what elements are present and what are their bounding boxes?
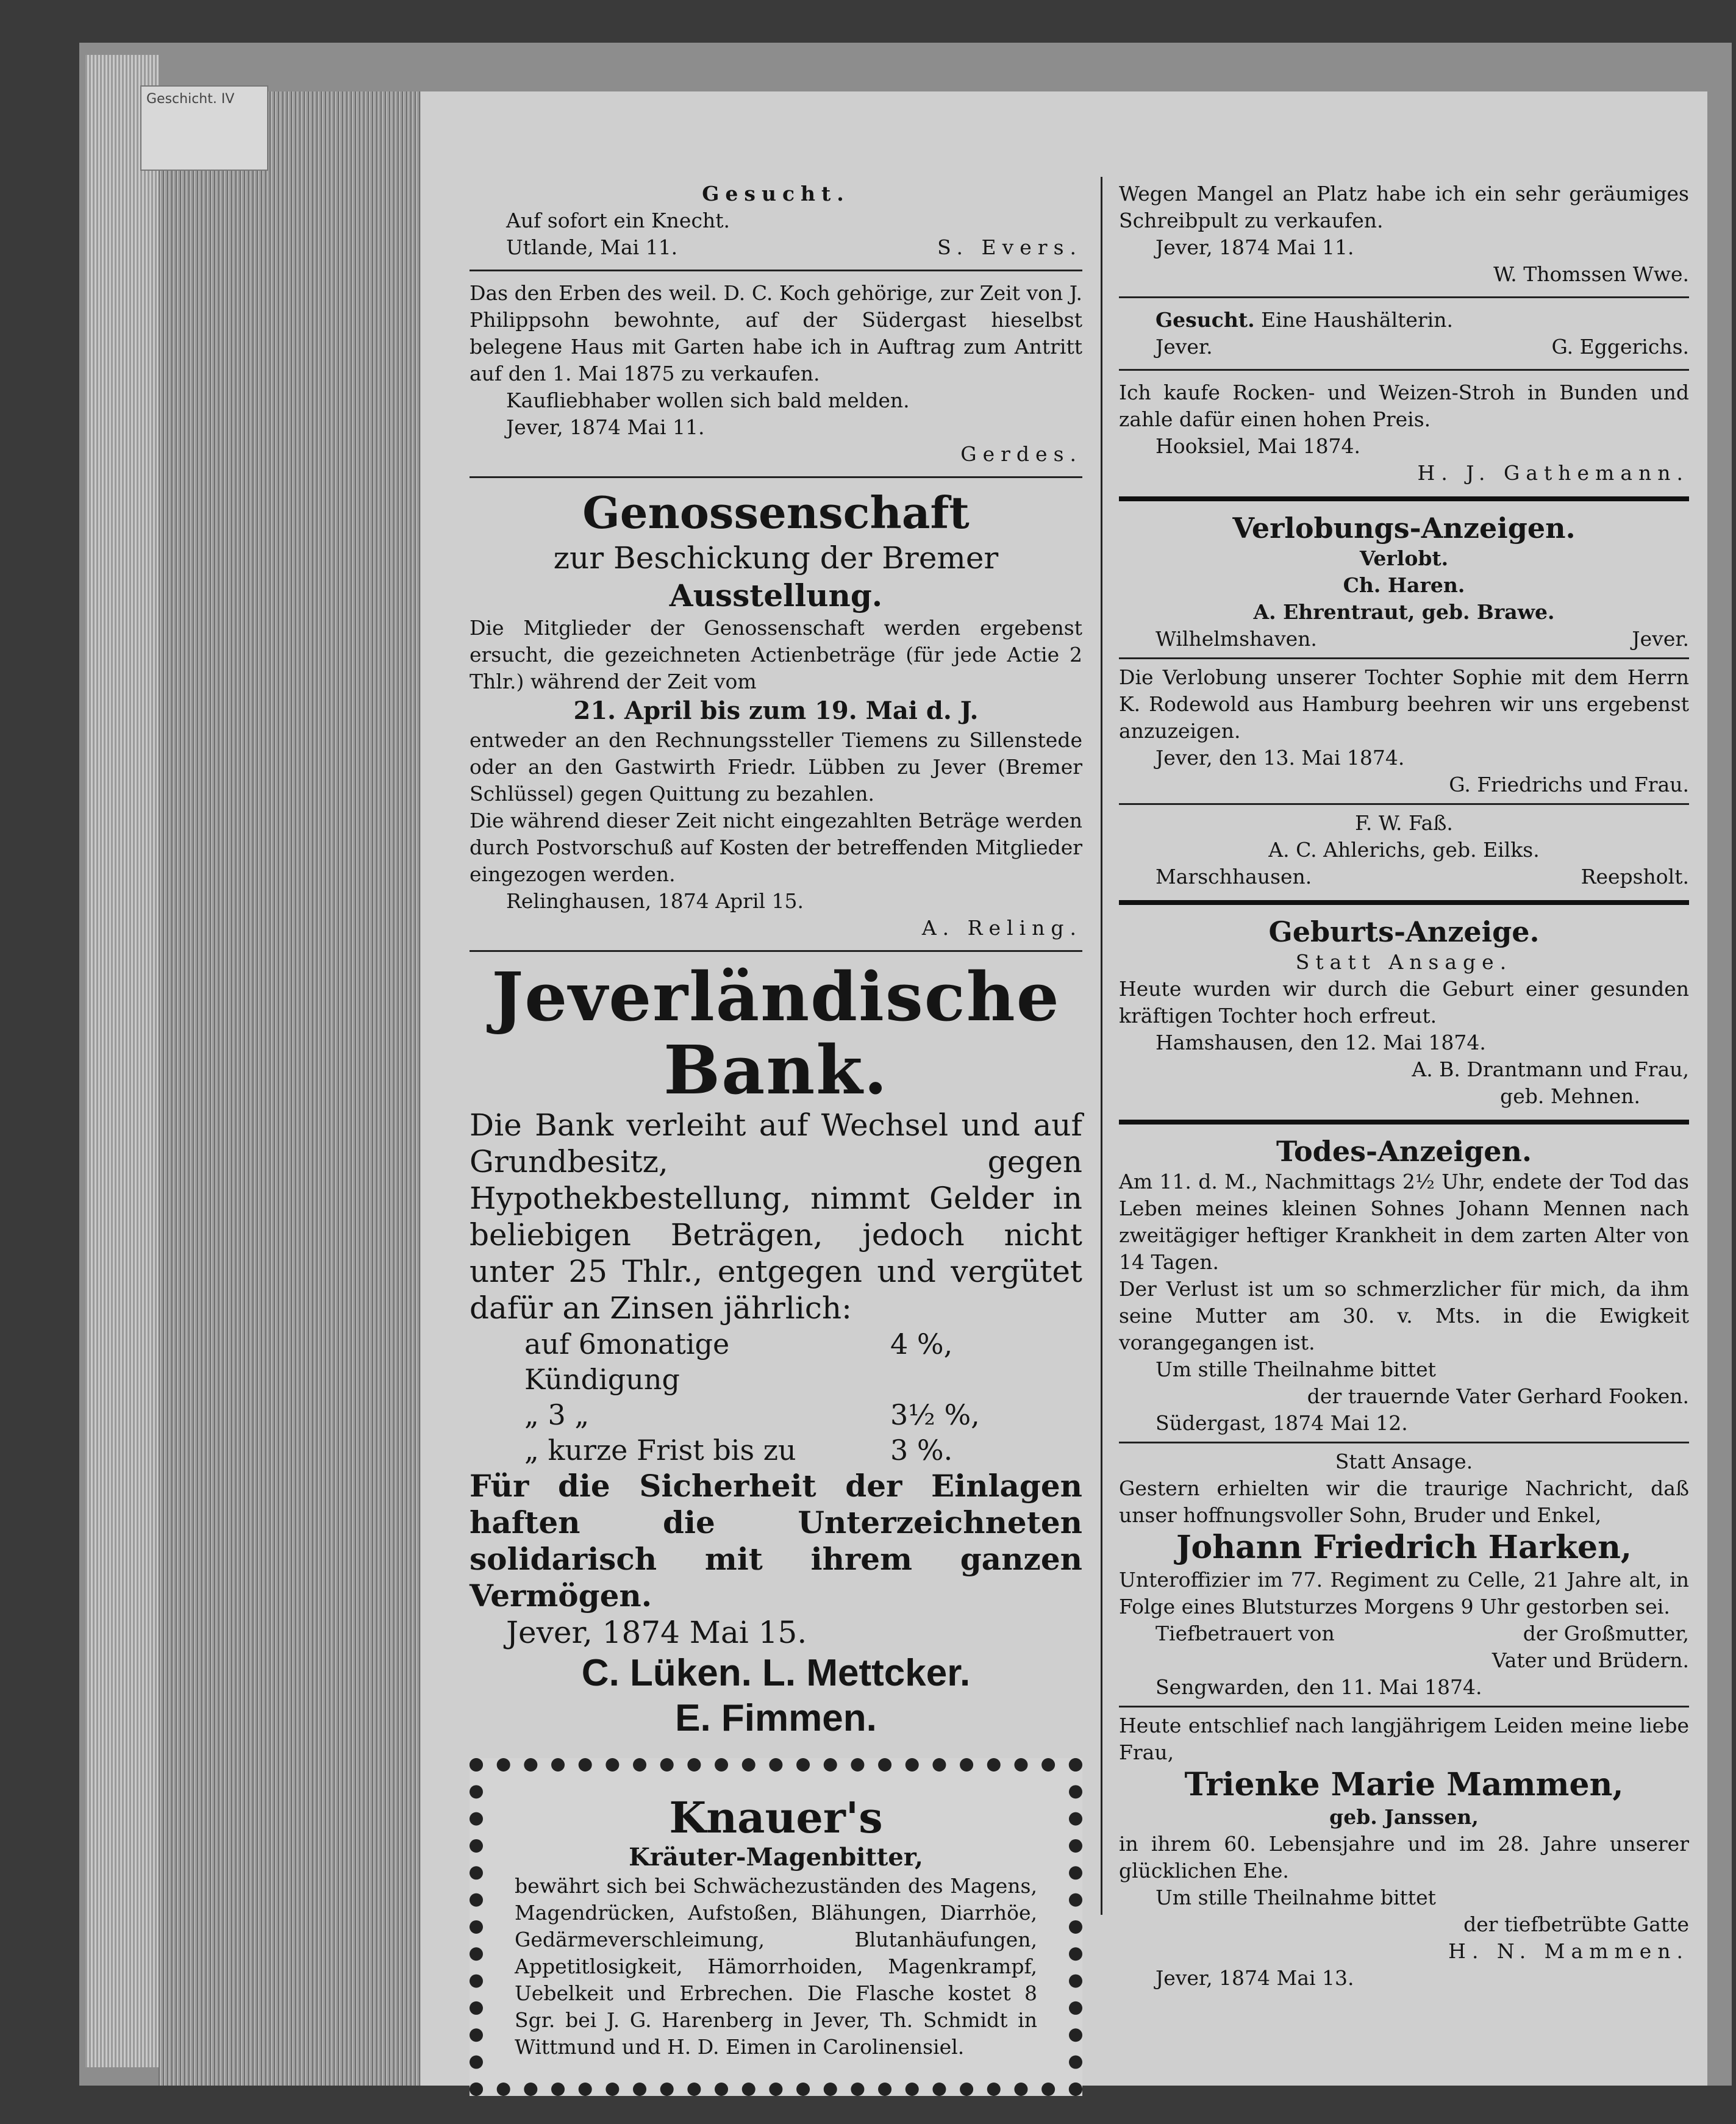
announcement-family-2: Vater und Brüdern.: [1491, 1648, 1689, 1672]
deceased-name: Trienke Marie Mammen,: [1184, 1766, 1624, 1803]
ad-heading: [1119, 307, 1689, 334]
ad-date: Hooksiel, Mai 1874.: [1156, 434, 1361, 458]
announcement-place-2: Reepsholt.: [1581, 865, 1689, 889]
announcement-name: F. W. Faß.: [1355, 811, 1453, 835]
ad-text-2: Kaufliebhaber wollen sich bald melden.: [506, 388, 910, 412]
ad-guarantee: Für die Sicherheit der Einlagen haften die Unterzeichneten solidarisch mit ihrem ganzen Vermögen.: [470, 1468, 1082, 1614]
announcement-head: Verlobt.: [1359, 546, 1449, 570]
separator: [470, 270, 1082, 271]
announcement-date: Jever, den 13. Mai 1874.: [1156, 746, 1405, 770]
column-divider: [1101, 177, 1102, 1915]
separator: [1119, 296, 1689, 298]
ad-signer: H. J. Gathemann.: [1417, 461, 1689, 485]
separator: [1119, 657, 1689, 659]
announcement-mourner: der tiefbetrübte Gatte: [1463, 1912, 1689, 1936]
announcement-name: Ch. Haren.: [1343, 573, 1465, 597]
rate-label: „ 3 „: [524, 1398, 590, 1431]
ad-text: Das den Erben des weil. D. C. Koch gehörige, zur Zeit von J. Philippsohn bewohnte, auf der Südergast hieselbst belegene Haus mit Garten habe ich in Auftrag zum Antritt auf den 1. Mai 1875 zu verkaufen.: [470, 281, 1082, 385]
ad-dates: 21. April bis zum 19. Mai d. J.: [573, 696, 979, 725]
archive-label: [140, 85, 268, 171]
separator: [470, 950, 1082, 952]
rate-value: 4 %,: [890, 1328, 953, 1361]
announcement-place: Wilhelmshaven.: [1156, 627, 1317, 651]
rate-value: 3 %.: [890, 1434, 953, 1467]
section-todes: [1119, 1131, 1689, 1995]
announcement-signer: H. N. Mammen.: [1448, 1939, 1689, 1963]
announcement-signer-2: geb. Mehnen.: [1500, 1084, 1640, 1108]
separator: [1119, 803, 1689, 805]
announcement-signer: G. Friedrichs und Frau.: [1449, 773, 1689, 796]
announcement-text: Heute wurden wir durch die Geburt einer gesunden kräftigen Tochter hoch erfreut.: [1119, 977, 1689, 1028]
ad-signer: S. Evers.: [937, 235, 1082, 259]
ad-signers: C. Lüken. L. Mettcker.: [581, 1652, 971, 1694]
announcement-mourn: Tiefbetrauert von: [1156, 1622, 1335, 1645]
ad-date: Jever, 1874 Mai 11.: [506, 415, 705, 439]
section-separator: [1119, 496, 1689, 501]
announcement-signer: A. B. Drantmann und Frau,: [1412, 1057, 1689, 1081]
announcement-place: Marschhausen.: [1156, 865, 1312, 889]
ad-signer: W. Thomssen Wwe.: [1493, 262, 1689, 286]
newspaper-page: [421, 91, 1707, 2086]
announcement-text-2: in ihrem 60. Lebensjahre und im 28. Jahre unserer glücklichen Ehe.: [1119, 1832, 1689, 1883]
ad-genossenschaft: [470, 483, 1082, 945]
ad-text-3: Die während dieser Zeit nicht eingezahlten Beträge werden durch Postvorschuß auf Kosten der betreffenden Mitglieder eingezogen werden.: [470, 809, 1082, 886]
ad-date: Jever, 1874 Mai 11.: [1156, 235, 1354, 259]
announcement-request: Um stille Theilnahme bittet: [1156, 1886, 1436, 1909]
ad-gesucht-knecht: [470, 177, 1082, 265]
ad-knauer: [470, 1758, 1082, 2096]
volume-spine: [85, 55, 159, 2067]
ad-signers-2: E. Fimmen.: [675, 1697, 877, 1739]
section-geburt: [1119, 911, 1689, 1114]
ad-stroh: [1119, 376, 1689, 490]
left-column: [470, 177, 1082, 2096]
ad-place: Jever.: [1156, 335, 1213, 359]
section-title: Todes-Anzeigen.: [1276, 1135, 1532, 1168]
announcement-text-2: Der Verlust ist um so schmerzlicher für mich, da ihm seine Mutter am 30. v. Mts. in die Ewigkeit vorangegangen ist.: [1119, 1277, 1689, 1354]
ad-date: Jever, 1874 Mai 15.: [506, 1615, 807, 1650]
ad-schreibpult: [1119, 177, 1689, 291]
section-title: Verlobungs-Anzeigen.: [1232, 512, 1576, 545]
rate-row-2: [470, 1397, 1082, 1432]
announcement-date: Sengwarden, den 11. Mai 1874.: [1156, 1675, 1482, 1699]
separator: [470, 476, 1082, 478]
ad-bank: [470, 957, 1082, 1745]
deceased-name: Johann Friedrich Harken,: [1176, 1529, 1632, 1566]
announcement-places: [1119, 626, 1689, 653]
deceased-born: geb. Janssen,: [1329, 1805, 1479, 1829]
page-edges: [159, 91, 427, 2086]
announcement-mourners: [1119, 1620, 1689, 1647]
announcement-text: Gestern erhielten wir die traurige Nachricht, daß unser hoffnungsvoller Sohn, Bruder und Enkel,: [1119, 1476, 1689, 1527]
ad-text: Die Mitglieder der Genossenschaft werden ergebenst ersucht, die gezeichneten Actienbeträge (für jede Actie 2 Thlr.) während der Zeit vom: [470, 616, 1082, 693]
ad-footer: [470, 234, 1082, 261]
separator: [1119, 1442, 1689, 1443]
announcement-family: der Großmutter,: [1523, 1622, 1689, 1645]
ad-text-2: entweder an den Rechnungssteller Tiemens zu Sillenstede oder an den Gastwirth Friedr. Lübben zu Jever (Bremer Schlüssel) gegen Quittung zu bezahlen.: [470, 728, 1082, 806]
ad-subtitle-2: Ausstellung.: [669, 577, 883, 613]
ad-signer: A. Reling.: [921, 916, 1082, 940]
ad-haus: [470, 276, 1082, 471]
ad-text: bewährt sich bei Schwächezuständen des Magens, Magendrücken, Aufstoßen, Blähungen, Diarrhöe, Gedärmeverschleimung, Blutanhäufungen, Appetitlosigkeit, Hämorrhoiden, Magenkrampf, Uebelkeit und Erbrechen. Die Flasche kostet 8 Sgr. bei J. G. Harenberg in Jever, Th. Schmidt in Wittmund und H. D. Eimen in Carolinensiel.: [515, 1874, 1037, 2059]
announcement-head: Statt Ansage.: [1335, 1450, 1473, 1473]
ad-text: Ich kaufe Rocken- und Weizen-Stroh in Bunden und zahle dafür einen hohen Preis.: [1119, 381, 1689, 431]
announcement-place-2: Jever.: [1632, 627, 1689, 651]
ad-signer: G. Eggerichs.: [1551, 335, 1689, 359]
announcement-text: Am 11. d. M., Nachmittags 2½ Uhr, endete der Tod das Leben meines kleinen Sohnes Johann Mennen nach zweitägiger heftiger Krankheit in dem zarten Alter von 14 Tagen.: [1119, 1170, 1689, 1274]
section-separator: [1119, 900, 1689, 905]
announcement-name-2: A. C. Ahlerichs, geb. Eilks.: [1268, 838, 1540, 862]
ad-title: Gesucht.: [702, 182, 850, 206]
announcement-head: Statt Ansage.: [1295, 950, 1513, 974]
section-title: Geburts-Anzeige.: [1268, 915, 1540, 948]
rate-label: auf 6monatige Kündigung: [524, 1328, 730, 1396]
announcement-text: Heute entschlief nach langjährigem Leiden meine liebe Frau,: [1119, 1714, 1689, 1764]
announcement-text: Die Verlobung unserer Tochter Sophie mit dem Herrn K. Rodewold aus Hamburg beehren wir uns ergebenst anzuzeigen.: [1119, 665, 1689, 743]
announcement-date: Hamshausen, den 12. Mai 1874.: [1156, 1031, 1486, 1054]
archive-label-text: Geschicht. IV: [146, 91, 235, 107]
announcement-places: [1119, 864, 1689, 890]
ad-text: Eine Haushälterin.: [1261, 308, 1453, 332]
ad-subtitle: zur Beschickung der Bremer: [553, 540, 999, 576]
announcement-request: Um stille Theilnahme bittet: [1156, 1357, 1436, 1381]
ad-title: Knauer's: [669, 1792, 883, 1843]
ad-text: Auf sofort ein Knecht.: [506, 209, 730, 232]
rate-value: 3½ %,: [890, 1398, 980, 1431]
ad-title: Gesucht.: [1156, 308, 1255, 332]
ad-text: Die Bank verleiht auf Wechsel und auf Grundbesitz, gegen Hypothekbestellung, nimmt Gelder in beliebigen Beträgen, jedoch nicht unter 25 Thlr., entgegen und vergütet dafür an Zinsen jährlich:: [470, 1107, 1082, 1326]
ad-subtitle: Kräuter-Magenbitter,: [629, 1843, 923, 1872]
rate-row-1: [470, 1326, 1082, 1397]
announcement-date: Südergast, 1874 Mai 12.: [1156, 1411, 1408, 1435]
rate-label: „ kurze Frist bis zu: [524, 1434, 796, 1467]
ad-footer: [1119, 334, 1689, 360]
ad-title: Jeverländische Bank.: [491, 957, 1060, 1109]
section-separator: [1119, 1120, 1689, 1125]
announcement-date: Jever, 1874 Mai 13.: [1156, 1966, 1354, 1990]
announcement-text-2: Unteroffizier im 77. Regiment zu Celle, 21 Jahre alt, in Folge eines Blutsturzes Morgens 9 Uhr gestorben sei.: [1119, 1568, 1689, 1618]
ad-place: Utlande, Mai 11.: [506, 235, 678, 259]
ad-haushaelterin: [1119, 303, 1689, 364]
ad-date: Relinghausen, 1874 April 15.: [506, 889, 804, 913]
ad-signer: Gerdes.: [960, 442, 1082, 466]
separator: [1119, 369, 1689, 371]
separator: [1119, 1706, 1689, 1707]
ad-title: Genossenschaft: [582, 487, 970, 538]
section-verlobung: [1119, 507, 1689, 894]
announcement-signer: der trauernde Vater Gerhard Fooken.: [1307, 1384, 1689, 1408]
rate-row-3: [470, 1432, 1082, 1468]
ad-text: Wegen Mangel an Platz habe ich ein sehr geräumiges Schreibpult zu verkaufen.: [1119, 182, 1689, 232]
announcement-name-2: A. Ehrentraut, geb. Brawe.: [1253, 600, 1555, 624]
right-column: [1119, 177, 1689, 1995]
